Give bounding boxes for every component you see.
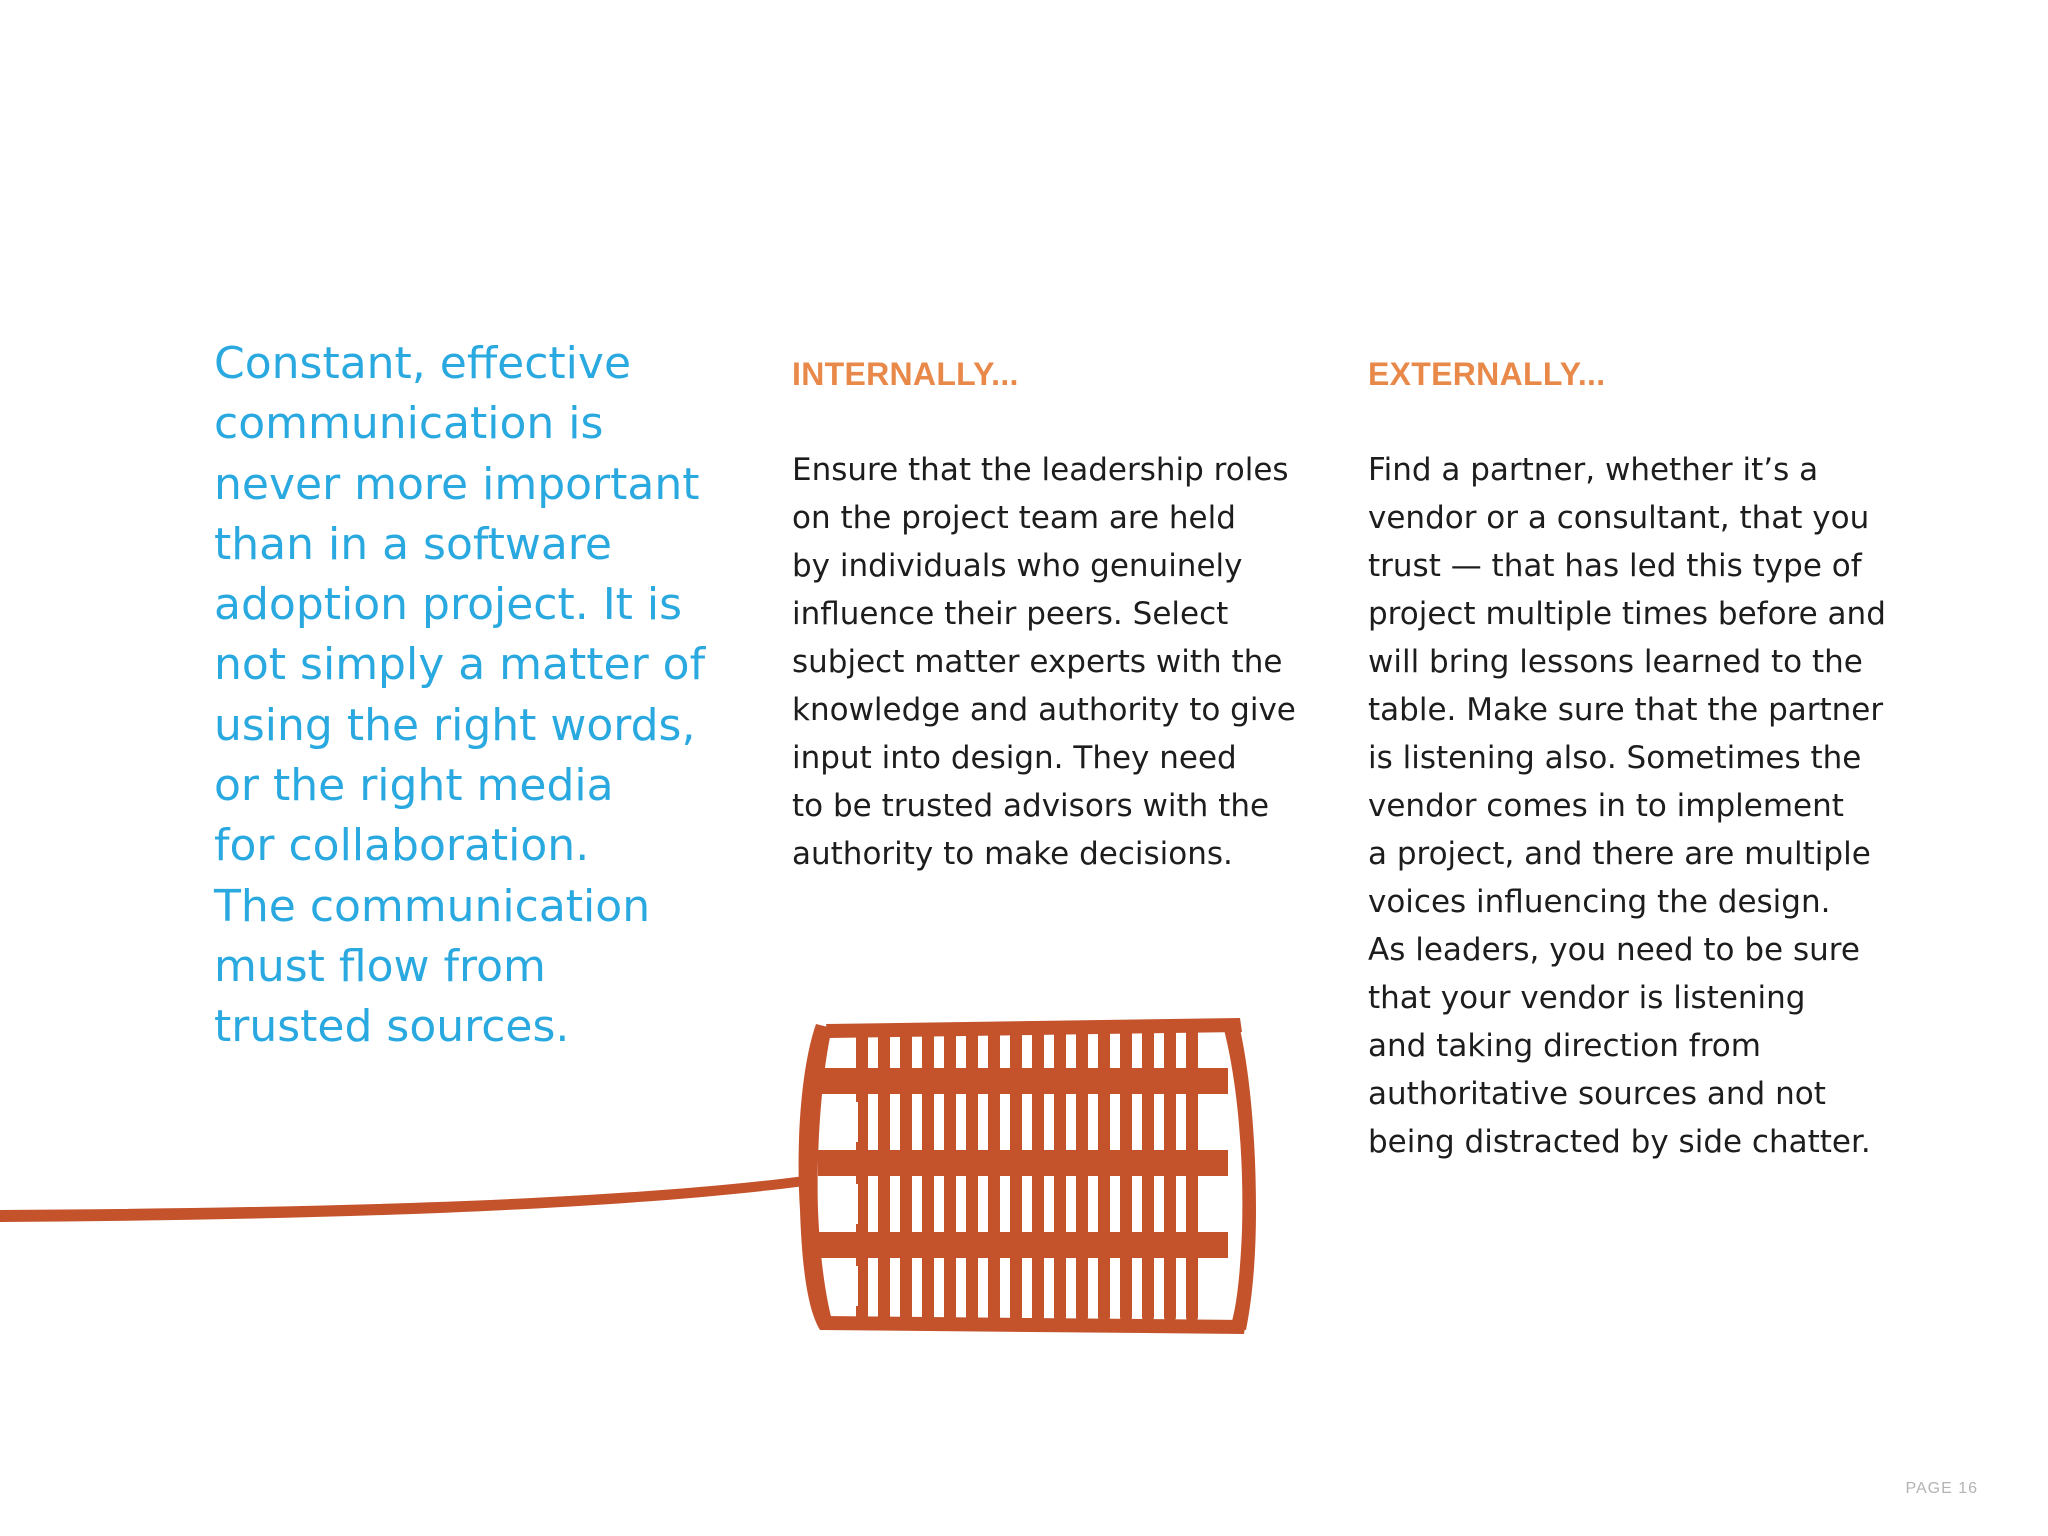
can-rib xyxy=(988,1026,1000,1322)
can-rib xyxy=(878,1030,890,1322)
can-rib xyxy=(1076,1024,1088,1322)
body-line: vendor or a consultant, that you xyxy=(1368,500,1870,536)
body-line: is listening also. Sometimes the xyxy=(1368,740,1862,776)
pullquote-line: never more important xyxy=(214,458,700,510)
body-line: Find a partner, whether it’s a xyxy=(1368,452,1819,488)
body-line: influence their peers. Select xyxy=(792,596,1229,632)
pullquote-line: The communication xyxy=(214,880,651,932)
can-highlight xyxy=(830,1266,858,1306)
can-highlight xyxy=(1208,1102,1222,1142)
body-line: table. Make sure that the partner xyxy=(1368,692,1884,728)
externally-body xyxy=(1368,446,1908,1166)
body-line: Ensure that the leadership roles xyxy=(792,452,1289,488)
pullquote-line: or the right media xyxy=(214,760,614,812)
body-line: on the project team are held xyxy=(792,500,1236,536)
body-line: subject matter experts with the xyxy=(792,644,1283,680)
can-rib xyxy=(1010,1026,1022,1322)
body-line: that your vendor is listening xyxy=(1368,980,1806,1016)
internally-heading: INTERNALLY... xyxy=(792,356,1019,392)
body-line: authoritative sources and not xyxy=(1368,1076,1826,1112)
body-line: by individuals who genuinely xyxy=(792,548,1243,584)
body-line: vendor comes in to implement xyxy=(1368,788,1844,824)
can-rib xyxy=(1186,1024,1198,1322)
pullquote-line: communication is xyxy=(214,398,604,450)
pullquote-line: using the right words, xyxy=(214,699,696,751)
body-line: authority to make decisions. xyxy=(792,836,1233,872)
body-line: voices influencing the design. xyxy=(1368,884,1831,920)
body-line: As leaders, you need to be sure xyxy=(1368,932,1860,968)
can-rib xyxy=(900,1030,912,1322)
can-highlight xyxy=(830,1102,858,1142)
can-rib xyxy=(966,1028,978,1322)
body-line: project multiple times before and xyxy=(1368,596,1886,632)
can-rib xyxy=(1032,1026,1044,1322)
can-rib xyxy=(944,1028,956,1322)
can-highlight xyxy=(1208,1184,1222,1224)
can-rib xyxy=(1054,1024,1066,1322)
can-rib xyxy=(922,1028,934,1322)
externally-column xyxy=(1368,352,1908,1166)
can-rib xyxy=(1098,1024,1110,1322)
internally-body xyxy=(792,446,1332,878)
pullquote-line: Constant, effective xyxy=(214,338,632,389)
can-highlight xyxy=(830,1184,858,1224)
pullquote-line: than in a software xyxy=(214,518,612,570)
can-rib xyxy=(1142,1024,1154,1322)
pullquote-line: not simply a matter of xyxy=(214,639,706,691)
can-rib xyxy=(1120,1024,1132,1322)
pullquote-line: must flow from xyxy=(214,940,546,992)
can-highlight xyxy=(1208,1266,1222,1306)
externally-heading: EXTERNALLY... xyxy=(1368,356,1606,392)
body-line: a project, and there are multiple xyxy=(1368,836,1871,872)
body-line: will bring lessons learned to the xyxy=(1368,644,1863,680)
internally-column xyxy=(792,352,1332,878)
body-line: input into design. They need xyxy=(792,740,1237,776)
body-line: trust — that has led this type of xyxy=(1368,548,1862,584)
pullquote-line: adoption project. It is xyxy=(214,579,683,631)
page-number: PAGE 16 xyxy=(1905,1480,1978,1497)
can-rib xyxy=(1164,1024,1176,1322)
body-line: to be trusted advisors with the xyxy=(792,788,1270,824)
pullquote xyxy=(214,334,714,1058)
pullquote-line: trusted sources. xyxy=(214,1001,570,1053)
pullquote-line: for collaboration. xyxy=(214,820,590,872)
string-line xyxy=(0,1176,805,1222)
body-line: and taking direction from xyxy=(1368,1028,1761,1064)
body-line: being distracted by side chatter. xyxy=(1368,1124,1871,1160)
body-line: knowledge and authority to give xyxy=(792,692,1296,728)
tin-can-telephone-icon xyxy=(0,1010,1300,1340)
